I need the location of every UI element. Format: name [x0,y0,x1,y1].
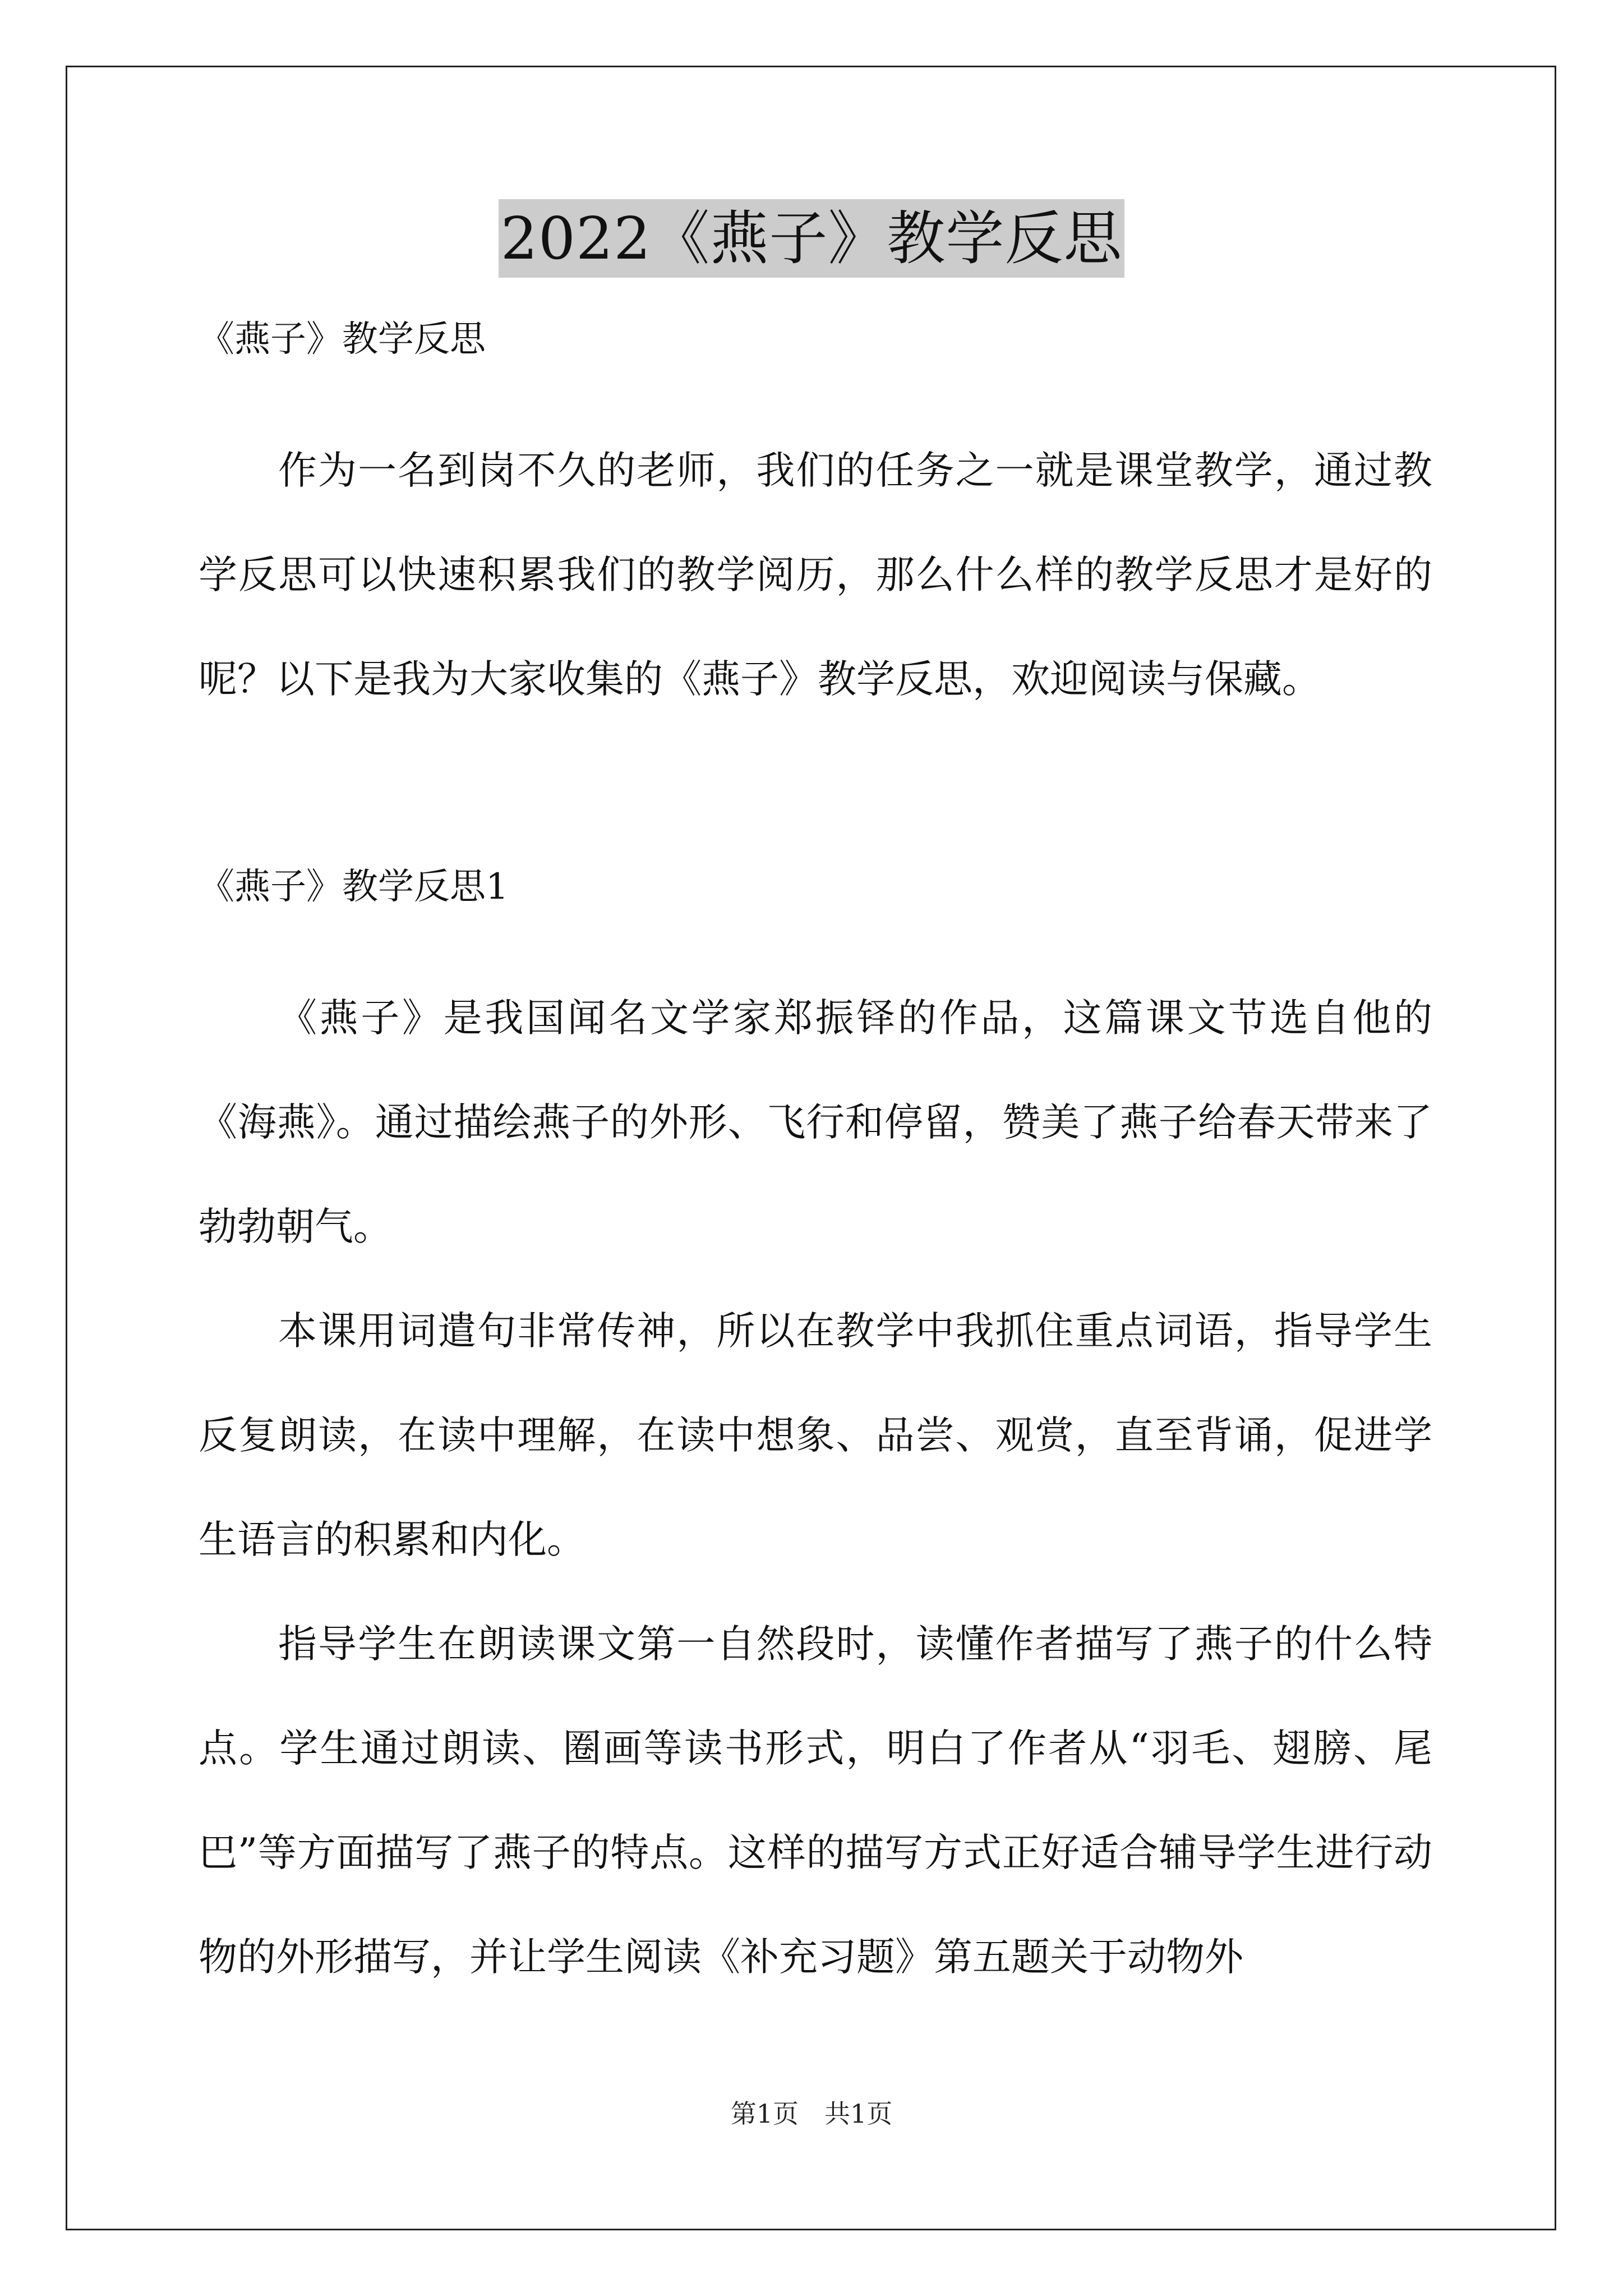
spacer [199,731,1432,862]
body-paragraph: 指导学生在朗读课文第一自然段时，读懂作者描写了燕子的什么特点。学生通过朗读、圈画等读书形式，明白了作者从“羽毛、翅膀、尾巴”等方面描写了燕子的特点。这样的描写方式正好适合辅导学生进行动物的外形描写，并让学生阅读《补充习题》第五题关于动物外 [199,1622,1432,1980]
body-paragraph: 本课用词遣句非常传神，所以在教学中我抓住重点词语，指导学生反复朗读，在读中理解，在读中想象、品尝、观赏，直至背诵，促进学生语言的积累和内化。 [199,1309,1432,1562]
page-footer: 第1页 共1页 [730,2099,893,2129]
section-heading-intro: 《燕子》教学反思 [199,319,486,360]
spacer [199,365,1432,418]
spacer [199,912,1432,966]
document-title: 2022《燕子》教学反思 [499,199,1125,278]
title-container [0,199,1623,278]
section-heading-1: 《燕子》教学反思1 [199,866,509,908]
intro-paragraph: 作为一名到岗不久的老师，我们的任务之一就是课堂教学，通过教学反思可以快速积累我们的教学阅历，那么什么样的教学反思才是好的呢？以下是我为大家收集的《燕子》教学反思，欢迎阅读与保藏。 [199,448,1432,702]
body-paragraph: 《燕子》是我国闻名文学家郑振铎的作品，这篇课文节选自他的《海燕》。通过描绘燕子的外形、飞行和停留，赞美了燕子给春天带来了勃勃朝气。 [199,996,1432,1249]
document-body [199,314,1432,2009]
